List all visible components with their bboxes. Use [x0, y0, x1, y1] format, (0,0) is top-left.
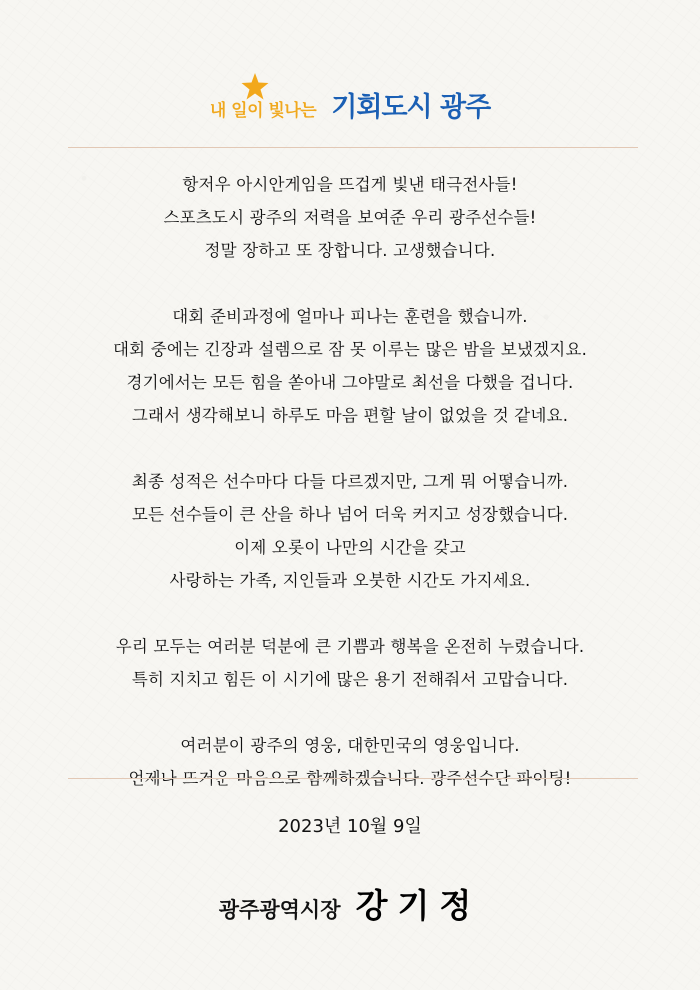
letter-line: 대회 준비과정에 얼마나 피나는 훈련을 했습니까.	[172, 307, 528, 326]
letter-line: 언제나 뜨거운 마음으로 함께하겠습니다. 광주선수단 파이팅!	[128, 769, 572, 788]
letter-line: 그래서 생각해보니 하루도 마음 편할 날이 없었을 것 같네요.	[131, 406, 569, 425]
letter-line: 우리 모두는 여러분 덕분에 큰 기쁨과 행복을 온전히 누렸습니다.	[115, 637, 585, 656]
letter-line: 스포츠도시 광주의 저력을 보여준 우리 광주선수들!	[163, 208, 537, 227]
letter-line: 항저우 아시안게임을 뜨겁게 빛낸 태극전사들!	[182, 175, 518, 194]
bottom-divider	[68, 778, 638, 779]
star-icon	[240, 72, 270, 102]
signature-block	[0, 880, 700, 927]
logo-slogan-small: 내 일이 빛나는	[209, 101, 317, 121]
letter-line: 대회 중에는 긴장과 설렘으로 잠 못 이루는 많은 밤을 보냈겠지요.	[112, 340, 588, 359]
letter-line: 최종 성적은 선수마다 다들 다르겠지만, 그게 뭐 어떻습니까.	[131, 472, 569, 491]
letter-line: 이제 오롯이 나만의 시간을 갖고	[234, 538, 466, 557]
letter-body	[40, 168, 660, 795]
letter-line: 여러분이 광주의 영웅, 대한민국의 영웅입니다.	[180, 736, 520, 755]
top-divider	[68, 147, 638, 148]
logo-slogan-main: 기회도시 광주	[331, 92, 491, 123]
signer-title: 광주광역시장	[218, 898, 341, 922]
letter-line: 모든 선수들이 큰 산을 하나 넘어 더욱 커지고 성장했습니다.	[131, 505, 569, 524]
letter-line: 정말 장하고 또 장합니다. 고생했습니다.	[204, 241, 496, 260]
letter-paragraph	[40, 300, 660, 432]
letter-line: 특히 지치고 힘든 이 시기에 많은 용기 전해줘서 고맙습니다.	[131, 670, 569, 689]
letter-paragraph	[40, 465, 660, 597]
letter-line: 경기에서는 모든 힘을 쏟아내 그야말로 최선을 다했을 겁니다.	[126, 373, 574, 392]
letter-date: 2023년 10월 9일	[278, 816, 422, 837]
letter-paragraph	[40, 630, 660, 696]
letter-paragraph	[40, 729, 660, 795]
letter-line: 사랑하는 가족, 지인들과 오붓한 시간도 가지세요.	[169, 571, 531, 590]
letter-paragraph	[40, 168, 660, 267]
signer-name: 강기정	[355, 886, 482, 925]
city-slogan-logo	[0, 74, 700, 134]
